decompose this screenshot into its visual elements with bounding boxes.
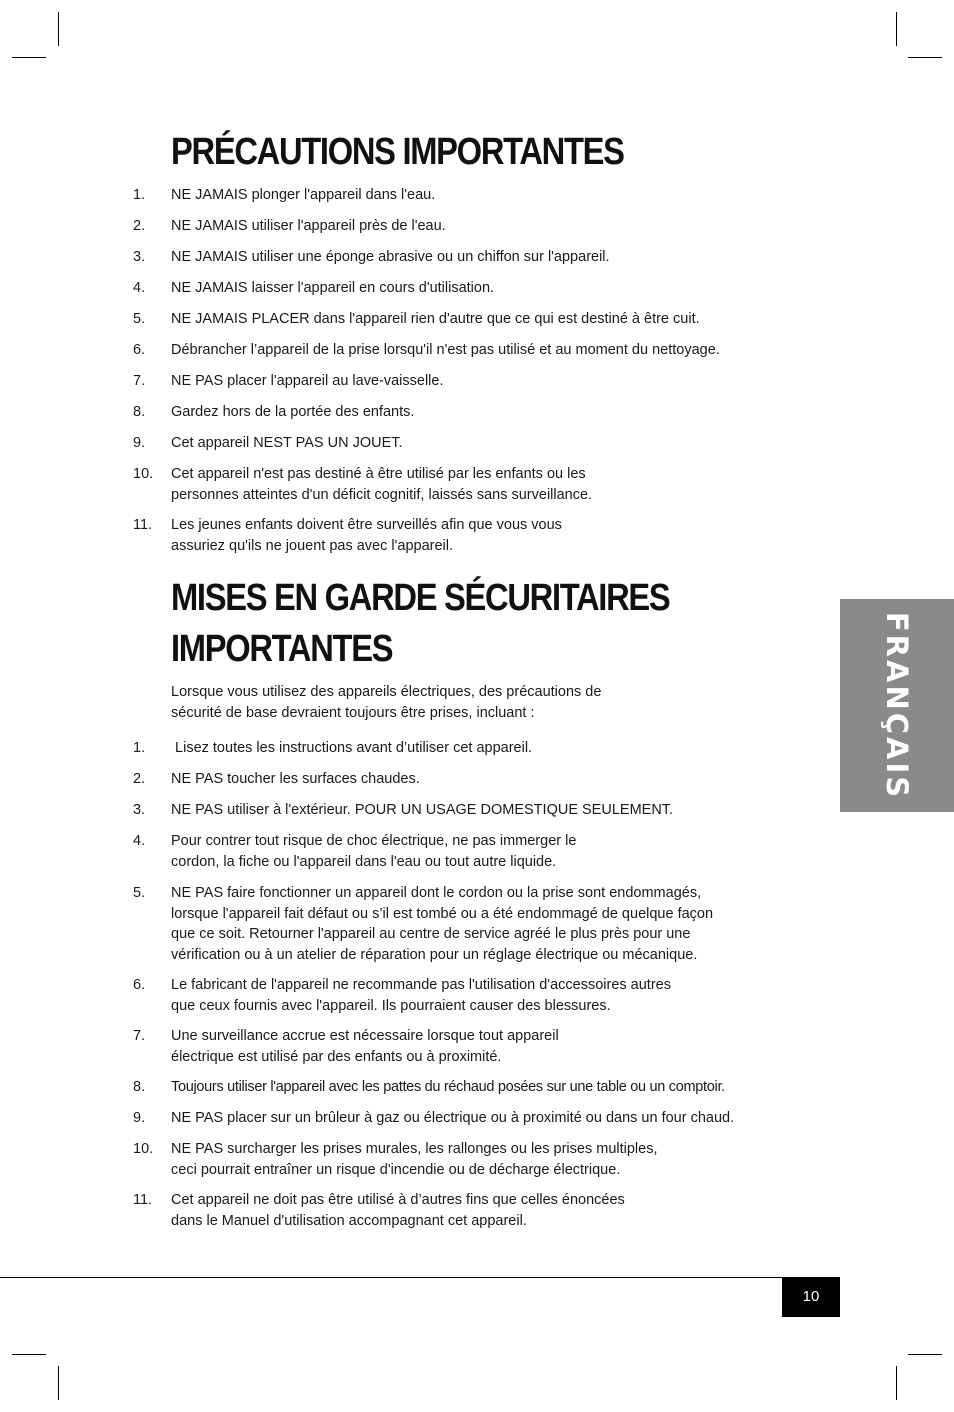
item-text: Gardez hors de la portée des enfants. [171, 404, 415, 420]
item-text: Les jeunes enfants doivent être surveillés afin que vous vous assuriez qu'ils ne jouent pas avec l'appareil. [171, 517, 562, 554]
item-number: 8. [133, 1079, 146, 1095]
item-text: Toujours utiliser l'appareil avec les pattes du réchaud posées sur une table ou un comptoir. [171, 1079, 725, 1095]
language-tab-label: FRANÇAIS [880, 611, 914, 800]
item-text: Pour contrer tout risque de choc électrique, ne pas immerger le cordon, la fiche ou l'appareil dans l'eau ou tout autre liquide. [171, 833, 577, 870]
item-text: NE PAS placer sur un brûleur à gaz ou électrique ou à proximité ou dans un four chaud. [171, 1110, 735, 1126]
item-number: 4. [133, 833, 146, 849]
item-number: 1. [133, 187, 146, 203]
section-title-safety-line1: MISES EN GARDE SÉCURITAIRES [171, 577, 670, 619]
item-number: 2. [133, 218, 146, 234]
item-text: NE PAS placer l'appareil au lave-vaisselle. [171, 373, 444, 389]
item-text: NE PAS surcharger les prises murales, les rallonges ou les prises multiples, ceci pourrait entraîner un risque d'incendie ou de décharge électrique. [171, 1141, 658, 1178]
item-number: 2. [133, 771, 146, 787]
section-title-safety-line2: IMPORTANTES [171, 628, 393, 670]
item-number: 9. [133, 1110, 146, 1126]
item-number: 9. [133, 435, 146, 451]
safety-intro: Lorsque vous utilisez des appareils électriques, des précautions de sécurité de base devraient toujours être prises, incluant : [171, 684, 602, 721]
item-number: 1. [133, 740, 146, 756]
item-text: NE JAMAIS plonger l'appareil dans l'eau. [171, 187, 436, 203]
item-text: NE PAS faire fonctionner un appareil dont le cordon ou la prise sont endommagés, lorsque l'appareil fait défaut ou s’il est tombé ou a été endommagé de quelque façon que ce soit. Retourner l'appareil au centre de service agréé le plus près pour une vérification ou à un atelier de réparation pour un réglage électrique ou mécanique. [171, 885, 714, 963]
item-text: NE PAS utiliser à l'extérieur. POUR UN USAGE DOMESTIQUE SEULEMENT. [171, 802, 674, 818]
crop-mark [58, 1366, 59, 1400]
item-text: Lisez toutes les instructions avant d’utiliser cet appareil. [171, 740, 533, 756]
item-number: 11. [133, 1192, 153, 1208]
item-text: Cet appareil NEST PAS UN JOUET. [171, 435, 403, 451]
item-number: 6. [133, 342, 146, 358]
item-number: 7. [133, 1028, 146, 1044]
item-number: 6. [133, 977, 146, 993]
item-number: 3. [133, 802, 146, 818]
crop-mark [896, 12, 897, 46]
crop-mark [908, 57, 942, 58]
item-number: 5. [133, 885, 146, 901]
page-number: 10 [782, 1277, 840, 1317]
item-number: 8. [133, 404, 146, 420]
crop-mark [896, 1366, 897, 1400]
crop-mark [908, 1354, 942, 1355]
item-text: NE JAMAIS laisser l'appareil en cours d'utilisation. [171, 280, 495, 296]
item-number: 11. [133, 517, 153, 533]
item-number: 10. [133, 466, 154, 482]
item-text: Débrancher l’appareil de la prise lorsqu'il n'est pas utilisé et au moment du nettoyage. [171, 342, 720, 358]
item-text: NE JAMAIS utiliser une éponge abrasive ou un chiffon sur l'appareil. [171, 249, 610, 265]
item-text: Cet appareil n'est pas destiné à être utilisé par les enfants ou les personnes atteintes d'un déficit cognitif, laissés sans surveillance. [171, 466, 593, 503]
section-title-precautions: PRÉCAUTIONS IMPORTANTES [171, 131, 624, 173]
item-text: Cet appareil ne doit pas être utilisé à d’autres fins que celles énoncées dans le Manuel d'utilisation accompagnant cet appareil. [171, 1192, 625, 1229]
footer-rule [0, 1277, 840, 1278]
item-number: 3. [133, 249, 146, 265]
crop-mark [12, 57, 46, 58]
crop-mark [58, 12, 59, 46]
item-text: NE PAS toucher les surfaces chaudes. [171, 771, 420, 787]
language-tab [840, 599, 954, 812]
item-number: 4. [133, 280, 146, 296]
item-number: 7. [133, 373, 146, 389]
item-text: Le fabricant de l'appareil ne recommande pas l'utilisation d'accessoires autres que ceux fournis avec l'appareil. Ils pourraient causer des blessures. [171, 977, 671, 1014]
item-text: NE JAMAIS PLACER dans l'appareil rien d'autre que ce qui est destiné à être cuit. [171, 311, 700, 327]
item-text: Une surveillance accrue est nécessaire lorsque tout appareil électrique est utilisé par des enfants ou à proximité. [171, 1028, 559, 1065]
item-number: 5. [133, 311, 146, 327]
crop-mark [12, 1354, 46, 1355]
item-number: 10. [133, 1141, 154, 1157]
item-text: NE JAMAIS utiliser l'appareil près de l'eau. [171, 218, 446, 234]
